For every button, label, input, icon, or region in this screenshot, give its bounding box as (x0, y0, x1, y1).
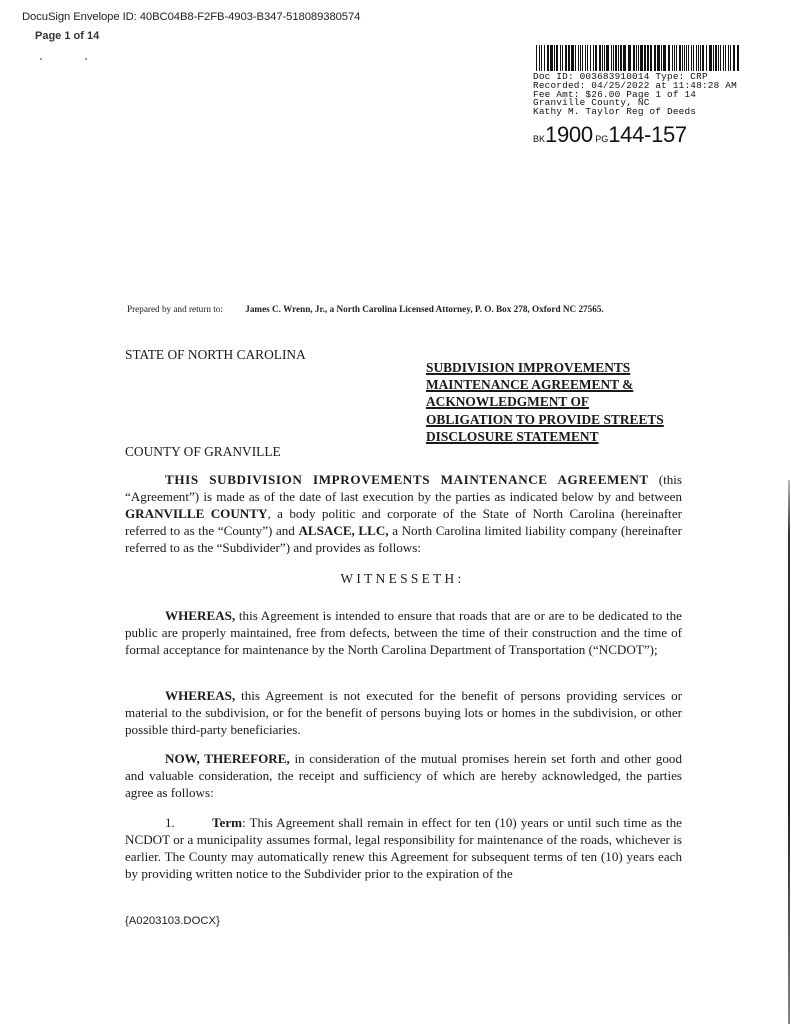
barcode-bar (661, 45, 662, 71)
barcode-bar (654, 45, 656, 71)
document-reference: {A0203103.DOCX} (125, 915, 220, 927)
page-indicator: Page 1 of 14 (35, 30, 100, 42)
whereas-text: this Agreement is intended to ensure that roads that are or are to be dedicated to the public are properly maintained, free from defects, between the time of their construction and the time of formal acceptance for maintenance by the North Carolina Department of Transportation (“NCDOT”); (125, 608, 682, 657)
barcode-bar (682, 45, 683, 71)
barcode-bar (541, 45, 542, 71)
barcode-bar (556, 45, 558, 71)
barcode-bar (565, 45, 567, 71)
recording-info (533, 73, 737, 117)
whereas-lead: WHEREAS, (165, 688, 236, 703)
barcode-bar (554, 45, 555, 71)
barcode-bar (720, 45, 721, 71)
book-page-reference (533, 122, 687, 148)
county-caption: COUNTY OF GRANVILLE (125, 444, 281, 459)
barcode-bar (562, 45, 563, 71)
barcode-bar (536, 45, 537, 71)
barcode-bar (723, 45, 724, 71)
intro-lead: THIS SUBDIVISION IMPROVEMENTS MAINTENANCE AGREEMENT (165, 472, 649, 487)
barcode-bar (571, 45, 574, 71)
barcode-image (536, 45, 740, 71)
intro-text: (this “Agreement”) is made as of the date of last execution by the parties as indicated below by and between (125, 472, 682, 504)
title-line: ACKNOWLEDGMENT OF (426, 394, 590, 410)
title-line: OBLIGATION TO PROVIDE STREETS (426, 411, 664, 427)
barcode-bar (568, 45, 570, 71)
barcode-bar (547, 45, 549, 71)
barcode-bar (582, 45, 583, 71)
county-line: Granville County, NC (533, 97, 650, 109)
barcode-bar (733, 45, 735, 71)
barcode-bar (604, 45, 605, 71)
barcode-bar (672, 45, 673, 71)
party-subdivider: ALSACE, LLC, (298, 522, 389, 538)
barcode-bar (618, 45, 619, 71)
barcode-bar (539, 45, 540, 71)
barcode-bar (718, 45, 719, 71)
barcode-bar (728, 45, 729, 71)
barcode-bar (713, 45, 714, 71)
barcode-bar (620, 45, 622, 71)
barcode-bar (580, 45, 581, 71)
intro-text: , a body politic and corporate of the State of North Carolina (hereinafter referred to as the “County”) and (125, 505, 682, 538)
page-range: 144-157 (608, 122, 687, 147)
section-text: : This Agreement shall remain in effect for ten (10) years or until such time as the NCDOT or a municipality assumes formal, legal responsibility for maintenance of the roads, whichever is earlier. The County may automatically renew this Agreement for subsequent terms of ten (10) years each by providing written notice to the Subdivider prior to the expiration of the (125, 815, 682, 881)
barcode-bar (691, 45, 692, 71)
barcode-bar (676, 45, 677, 71)
now-therefore-text: in consideration of the mutual promises herein set forth and other good and valuable consideration, the receipt and sufficiency of which are hereby acknowledged, the parties agree as follows: (125, 751, 682, 800)
barcode-bar (550, 45, 553, 71)
whereas-lead: WHEREAS, (165, 608, 236, 623)
barcode-bar (679, 45, 681, 71)
party-county: GRANVILLE COUNTY (125, 505, 268, 521)
barcode-bar (599, 45, 601, 71)
now-therefore-lead: NOW, THEREFORE, (165, 751, 290, 766)
witnesseth-heading: WITNESSETH: (340, 571, 465, 586)
recorded-line: Recorded: 04/25/2022 at 11:48:28 AM (533, 79, 737, 91)
barcode-bar (663, 45, 666, 71)
barcode-bar (686, 45, 687, 71)
barcode-bar (698, 45, 699, 71)
barcode-bar (702, 45, 704, 71)
barcode-bar (737, 45, 739, 71)
intro-text: a North Carolina limited liability company (hereinafter referred to as the “Subdivider”) and provides as follows: (125, 522, 682, 555)
barcode-bar (606, 45, 609, 71)
barcode-bar (644, 45, 646, 71)
barcode-bar (636, 45, 637, 71)
barcode-bar (593, 45, 594, 71)
docusign-envelope-id: DocuSign Envelope ID: 40BC04B8-F2FB-4903-B347-518089380574 (22, 11, 361, 23)
barcode-bar (613, 45, 614, 71)
barcode-bar (628, 45, 631, 71)
barcode-bar (706, 45, 707, 71)
barcode-bar (693, 45, 694, 71)
title-line: MAINTENANCE AGREEMENT & (426, 377, 634, 393)
barcode-bar (657, 45, 660, 71)
section-1-term (125, 815, 682, 883)
barcode-bar (587, 45, 588, 71)
book-number: 1900 (545, 122, 593, 147)
scan-speck (85, 58, 87, 60)
barcode-bar (730, 45, 731, 71)
barcode-bar (640, 45, 643, 71)
barcode-bar (602, 45, 603, 71)
barcode-bar (684, 45, 685, 71)
state-caption: STATE OF NORTH CAROLINA (125, 347, 306, 362)
barcode-bar (595, 45, 597, 71)
whereas-text: this Agreement is not executed for the benefit of persons providing services or material to the subdivision, or for the benefit of persons buying lots or homes in the subdivision, or other possible third-party beneficiaries. (125, 688, 682, 737)
section-number: 1. (165, 815, 175, 830)
document-title (426, 359, 664, 445)
whereas-paragraph-1 (125, 608, 682, 659)
section-heading: Term (212, 815, 243, 830)
now-therefore-paragraph (125, 751, 682, 802)
barcode-bar (674, 45, 675, 71)
barcode-bar (688, 45, 689, 71)
barcode-bar (725, 45, 726, 71)
barcode-bar (709, 45, 712, 71)
intro-paragraph (125, 472, 682, 557)
barcode-bar (650, 45, 652, 71)
barcode-bar (611, 45, 612, 71)
book-label: BK (533, 134, 546, 144)
barcode-bar (715, 45, 717, 71)
barcode-bar (647, 45, 649, 71)
barcode-bar (578, 45, 579, 71)
barcode-bar (668, 45, 670, 71)
barcode-bar (575, 45, 576, 71)
barcode-bar (585, 45, 586, 71)
title-line: DISCLOSURE STATEMENT (426, 428, 599, 444)
barcode-bar (560, 45, 561, 71)
barcode-bar (696, 45, 697, 71)
barcode-bar (615, 45, 617, 71)
scan-edge-line (788, 480, 790, 1024)
barcode-bar (700, 45, 701, 71)
scan-speck (40, 58, 42, 60)
title-line: SUBDIVISION IMPROVEMENTS (426, 360, 631, 375)
barcode-bar (638, 45, 639, 71)
prepared-by-value: James C. Wrenn, Jr., a North Carolina Licensed Attorney, P. O. Box 278, Oxford NC 27565. (245, 304, 604, 314)
fee-line: Fee Amt: $26.00 Page 1 of 14 (533, 88, 697, 100)
prepared-by-label: Prepared by and return to: (127, 304, 223, 314)
barcode-bar (544, 45, 545, 71)
prepared-by-line (127, 304, 604, 314)
page-label: PG (595, 134, 609, 144)
whereas-paragraph-2 (125, 688, 682, 739)
barcode-bar (623, 45, 626, 71)
doc-id-line: Doc ID: 003683910014 Type: CRP (533, 71, 708, 82)
barcode-bar (633, 45, 635, 71)
register-line: Kathy M. Taylor Reg of Deeds (533, 106, 697, 118)
barcode-bar (590, 45, 591, 71)
